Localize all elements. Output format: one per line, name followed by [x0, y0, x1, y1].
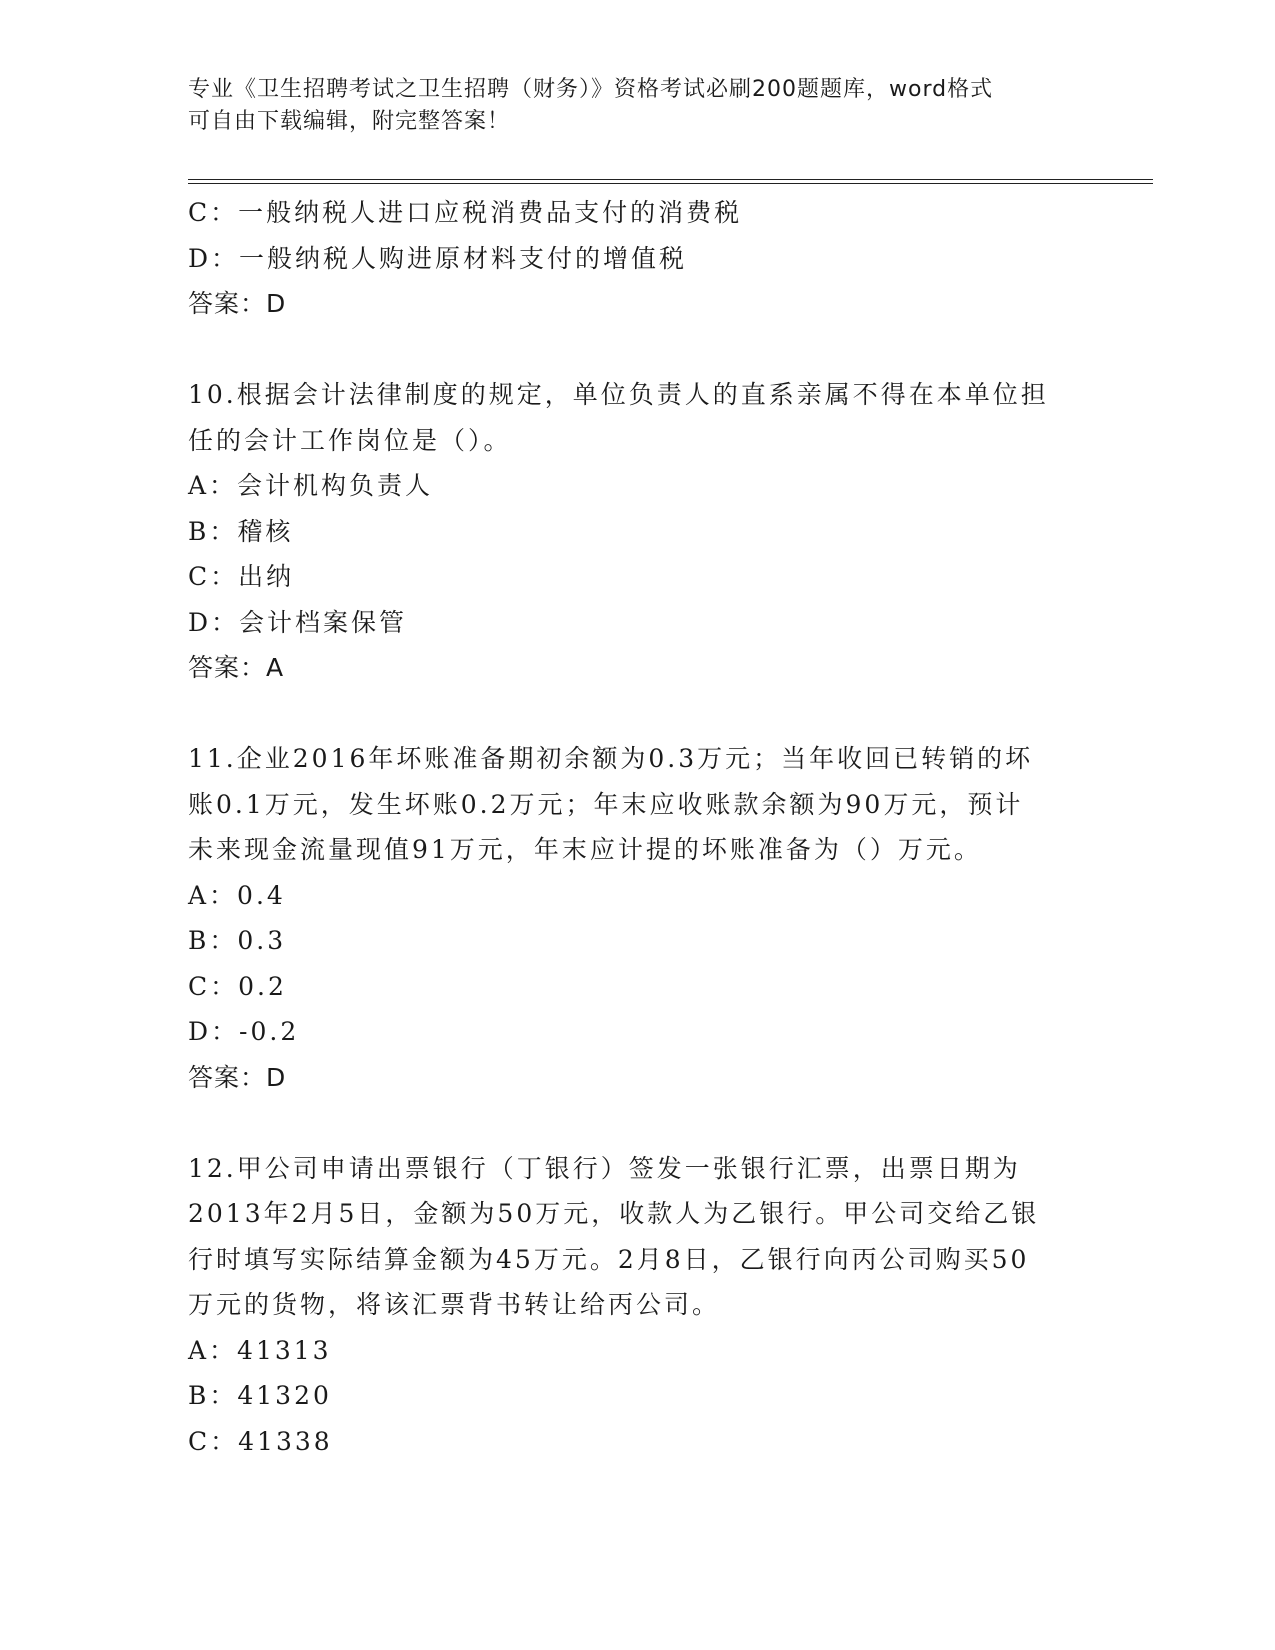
question-stem-line: 任的会计工作岗位是（）。 [188, 425, 512, 455]
answer: 答案：D [188, 1062, 287, 1092]
option-c: C：一般纳税人进口应税消费品支付的消费税 [188, 198, 743, 227]
header-title-line-1: 专业《卫生招聘考试之卫生招聘（财务）》资格考试必刷200题题库，word格式 [188, 77, 994, 102]
question-10 [188, 372, 1078, 691]
question-list [188, 190, 1078, 1464]
option-d: D：会计档案保管 [188, 607, 408, 637]
document-header [188, 74, 1068, 138]
question-stem-line: 12.甲公司申请出票银行（丁银行）签发一张银行汇票，出票日期为 [188, 1153, 1021, 1183]
option-d: D：一般纳税人购进原材料支付的增值税 [188, 243, 688, 273]
question-12 [188, 1146, 1078, 1465]
question-stem-line: 2013年2月5日，金额为50万元，收款人为乙银行。甲公司交给乙银 [188, 1199, 1040, 1228]
question-stem-line: 万元的货物，将该汇票背书转让给丙公司。 [188, 1290, 721, 1319]
option-b: B：41320 [188, 1381, 332, 1410]
answer: 答案：D [188, 289, 287, 318]
question-9-continued [188, 190, 1078, 327]
spacer [188, 1100, 1078, 1146]
option-c: C：出纳 [188, 562, 295, 591]
header-divider-top [188, 179, 1153, 180]
option-c: C：0.2 [188, 971, 287, 1001]
answer: 答案：A [188, 653, 285, 682]
option-a: A：0.4 [188, 880, 286, 910]
question-stem-line: 行时填写实际结算金额为45万元。2月8日，乙银行向丙公司购买50 [188, 1244, 1030, 1274]
question-stem-line: 账0.1万元，发生坏账0.2万元；年末应收账款余额为90万元，预计 [188, 789, 1024, 819]
question-stem-line: 10.根据会计法律制度的规定，单位负责人的直系亲属不得在本单位担 [188, 380, 1049, 409]
option-a: A：41313 [188, 1335, 332, 1365]
spacer [188, 691, 1078, 737]
question-11 [188, 736, 1078, 1100]
question-stem-line: 11.企业2016年坏账准备期初余额为0.3万元；当年收回已转销的坏 [188, 744, 1034, 773]
spacer [188, 327, 1078, 373]
header-title-line-2: 可自由下载编辑，附完整答案！ [188, 109, 511, 134]
option-d: D：-0.2 [188, 1017, 300, 1046]
option-a: A：会计机构负责人 [188, 471, 434, 500]
header-divider-bottom [188, 183, 1153, 184]
option-c: C：41338 [188, 1426, 333, 1456]
option-b: B：0.3 [188, 926, 287, 955]
question-stem-line: 未来现金流量现值91万元，年末应计提的坏账准备为（）万元。 [188, 835, 982, 864]
option-b: B：稽核 [188, 516, 294, 546]
